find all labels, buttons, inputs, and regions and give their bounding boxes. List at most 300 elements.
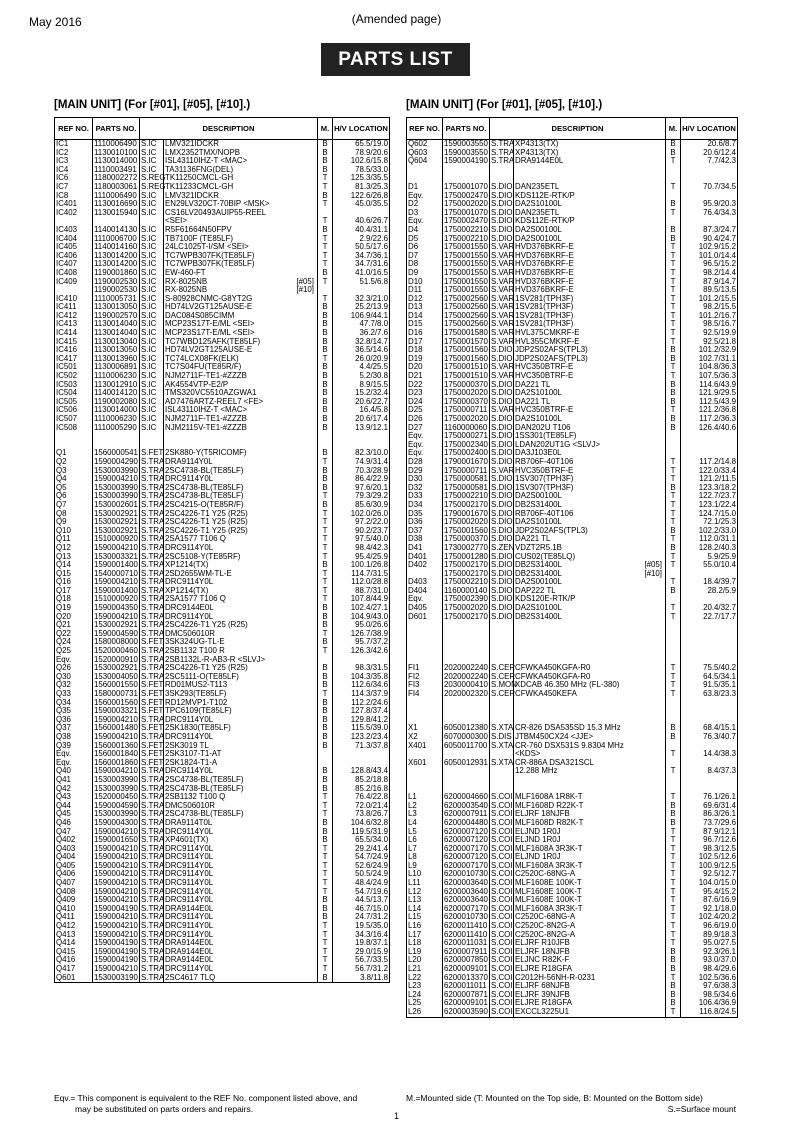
ref-no: L26 bbox=[407, 1008, 443, 1017]
parts-no: 6200004480 bbox=[444, 817, 488, 827]
part-type: S.FET bbox=[141, 706, 164, 716]
parts-no: 1750002210 bbox=[444, 491, 488, 501]
part-type: S.ZEN bbox=[491, 542, 515, 552]
description: XP4313(TX) bbox=[515, 139, 559, 148]
ref-no bbox=[407, 638, 443, 647]
hv-location: 56.7/33.5 bbox=[333, 956, 390, 965]
parts-no: 1530003190 bbox=[94, 972, 138, 982]
mounted-side: T bbox=[666, 372, 681, 381]
parts-no: 1590004210 bbox=[94, 542, 138, 552]
parts-no: 1750000711 bbox=[443, 406, 490, 415]
description: TC7WPB307FK(TE85LF) bbox=[165, 259, 255, 269]
description: 2SC4215-O(TE85R/F) bbox=[165, 499, 244, 509]
parts-no: 6200007170 bbox=[444, 860, 488, 870]
part-type: S.CER bbox=[491, 671, 516, 681]
part-type: S.IC bbox=[140, 320, 164, 329]
parts-no: 1750002020 bbox=[444, 199, 488, 209]
ref-no: D34 bbox=[407, 501, 443, 510]
hv-location: 102.4/20.2 bbox=[681, 913, 738, 922]
ref-no: D14 bbox=[407, 312, 443, 321]
ref-no: D403 bbox=[407, 578, 443, 587]
parts-no: 1590004210 bbox=[94, 912, 138, 922]
part-type: S.DIO bbox=[491, 517, 513, 527]
parts-no: 1750000581 bbox=[444, 482, 488, 492]
hv-location: 76.4/22.8 bbox=[333, 793, 390, 802]
mounted-side: T bbox=[318, 243, 333, 252]
parts-no: 1590004590 bbox=[94, 628, 138, 638]
ref-no: D25 bbox=[407, 406, 443, 415]
description: DRC9114Y0L bbox=[165, 929, 214, 939]
description: DRC9114Y0L bbox=[165, 577, 214, 587]
mounted-side: B bbox=[318, 604, 333, 613]
ref-no: IC505 bbox=[55, 398, 93, 407]
ref-no: IC409 bbox=[55, 278, 93, 287]
description: 1SV307(TPH3F) bbox=[515, 474, 574, 484]
ref-no: Q604 bbox=[407, 157, 443, 166]
description: 2SD2655WM-TL-E bbox=[165, 568, 232, 578]
mounted-side: T bbox=[666, 939, 681, 948]
hv-location: 24.7/31.2 bbox=[333, 913, 390, 922]
ref-no: D38 bbox=[407, 535, 443, 544]
ref-no: Q1 bbox=[55, 449, 93, 458]
part-type: S.COI bbox=[491, 972, 513, 982]
mounted-side: T bbox=[666, 406, 681, 415]
mounted-side: B bbox=[318, 673, 333, 682]
ref-no: IC1 bbox=[55, 140, 93, 149]
part-type: S.DIO bbox=[491, 603, 513, 613]
hv-location: 72.0/21.4 bbox=[333, 802, 390, 811]
part-type: S.IC bbox=[140, 355, 164, 364]
description-cell bbox=[514, 699, 666, 708]
parts-no: 6200007911 bbox=[443, 948, 490, 957]
part-type: S.TRA bbox=[141, 508, 165, 518]
hv-location: 40.6/26.7 bbox=[333, 217, 390, 226]
mounted-side: T bbox=[666, 209, 681, 218]
mounted-side: T bbox=[318, 862, 333, 871]
part-type: S.COI bbox=[491, 817, 513, 827]
mounted-side: T bbox=[666, 853, 681, 862]
ref-no: X401 bbox=[407, 742, 443, 751]
mounted-side: B bbox=[318, 742, 333, 751]
part-type: S.COI bbox=[491, 981, 513, 991]
description: DRC9114Y0L bbox=[165, 869, 214, 879]
description: TK11233CMCL-GH bbox=[165, 181, 234, 191]
parts-no: 6070000300 bbox=[444, 731, 488, 741]
part-type: S.IC bbox=[140, 398, 164, 407]
mounted-side: B bbox=[318, 819, 333, 828]
hv-location: 101.2/15.5 bbox=[681, 295, 738, 304]
parts-no: 1750001570 bbox=[444, 336, 488, 346]
hv-location: 44.5/13.7 bbox=[333, 896, 390, 905]
description: 2SC4738-BL(TE85LF) bbox=[165, 482, 244, 492]
parts-no: 1590004190 bbox=[94, 946, 138, 956]
table-row bbox=[407, 742, 738, 751]
hv-location: 104.8/36.3 bbox=[681, 363, 738, 372]
mounted-side: T bbox=[666, 673, 681, 682]
description: VDZT2R5.1B bbox=[515, 542, 562, 552]
part-type: S.COI bbox=[491, 1006, 513, 1016]
part-type: S.COI bbox=[491, 989, 513, 999]
description: DA2S10100L bbox=[515, 603, 562, 613]
col-description: DESCRIPTION bbox=[140, 118, 318, 140]
parts-no: 1530003990 bbox=[94, 465, 138, 475]
parts-no: 1110006700 bbox=[93, 235, 140, 244]
parts-no: 1190002530 bbox=[93, 286, 140, 295]
description: TMS320VC5510AZGWA1 bbox=[165, 388, 257, 398]
parts-no: 1110006490 bbox=[93, 140, 140, 149]
parts-no bbox=[443, 638, 490, 647]
ref-no: Q2 bbox=[55, 458, 93, 467]
parts-no: 1590004210 bbox=[94, 826, 138, 836]
description: HVD376BKRF-E bbox=[515, 276, 574, 286]
mounted-side: T bbox=[666, 862, 681, 871]
ref-no: L6 bbox=[407, 836, 443, 845]
part-type: S.COI bbox=[491, 869, 513, 879]
hv-location: 101.0/14.4 bbox=[681, 252, 738, 261]
ref-no: Q25 bbox=[55, 647, 93, 656]
hv-location bbox=[333, 750, 390, 759]
part-type bbox=[490, 630, 514, 639]
hv-location: 7.7/42.3 bbox=[681, 157, 738, 166]
ref-no: Eqv. bbox=[407, 595, 443, 604]
description: TC74LCX08FK(ELK) bbox=[165, 353, 239, 363]
part-type: S.TRA bbox=[141, 585, 165, 595]
hv-location: 119.5/31.9 bbox=[333, 828, 390, 837]
parts-no: 1530003321 bbox=[94, 551, 138, 561]
part-type: S.COI bbox=[491, 929, 513, 939]
hv-location: 86.3/26.1 bbox=[681, 810, 738, 819]
ref-no: IC412 bbox=[55, 312, 93, 321]
hv-location: 34.7/31.6 bbox=[333, 260, 390, 269]
mounted-side: T bbox=[318, 931, 333, 940]
part-type: S.COI bbox=[491, 826, 513, 836]
description-cell bbox=[164, 432, 318, 441]
mounted-side: B bbox=[318, 707, 333, 716]
ref-no: Q408 bbox=[55, 888, 93, 897]
description: LDAN202UT1G <SLVJ> bbox=[515, 439, 600, 449]
description: DRC9114Y0L bbox=[165, 964, 214, 973]
description: CS16LV20493AUIP55-REEL bbox=[165, 207, 267, 217]
description: 3SK293(TE85LF) bbox=[165, 689, 227, 698]
description: EN29LV320CT-70BIP <MSK> bbox=[165, 199, 270, 209]
ref-no: Q35 bbox=[55, 707, 93, 716]
parts-no: 1750001560 bbox=[444, 353, 488, 363]
hv-location: 41.0/16.5 bbox=[333, 269, 390, 278]
mounted-side: T bbox=[666, 303, 681, 312]
mounted-side: T bbox=[318, 578, 333, 587]
hv-location: 68.4/15.1 bbox=[681, 724, 738, 733]
hv-location: 4.4/25.5 bbox=[333, 363, 390, 372]
mounted-side: T bbox=[318, 458, 333, 467]
page-number: 1 bbox=[393, 1111, 399, 1121]
header-date: May 2016 bbox=[29, 15, 82, 29]
part-type: S.DIO bbox=[491, 224, 513, 234]
hv-location: 96.6/19.0 bbox=[681, 922, 738, 931]
parts-no: 6200003640 bbox=[444, 886, 488, 896]
mounted-side: T bbox=[318, 174, 333, 183]
description: HD74LV2GT125AUSE-E bbox=[165, 345, 253, 355]
description: MLF1608A 3R3K-T bbox=[515, 843, 583, 853]
part-type: S.DIO bbox=[491, 414, 513, 423]
parts-no: 1750002210 bbox=[444, 224, 488, 234]
parts-no: 1590001400 bbox=[94, 560, 138, 570]
part-type: S.IC bbox=[140, 243, 164, 252]
parts-no: 1110005290 bbox=[93, 424, 140, 433]
part-type: S.COI bbox=[491, 852, 513, 862]
hv-location: 28.2/5.9 bbox=[681, 587, 738, 596]
description: HVD376BKRF-E bbox=[515, 250, 574, 260]
hv-location: 78.9/20.6 bbox=[333, 149, 390, 158]
description: JDP2S02AFS(TPL3) bbox=[515, 525, 588, 535]
hv-location bbox=[681, 699, 738, 708]
hv-location: 92.1/18.0 bbox=[681, 905, 738, 914]
description: 24LC1025T-I/SM <SEI> bbox=[165, 242, 249, 252]
parts-no: 1750001550 bbox=[444, 259, 488, 269]
col-hv-location: H/V LOCATION bbox=[681, 118, 738, 140]
hv-location: 3.8/11.8 bbox=[333, 974, 390, 983]
parts-no: 1590003321 bbox=[94, 706, 138, 716]
hv-location: 122.6/26.8 bbox=[333, 192, 390, 201]
footnote-mounted-line1: M.=Mounted side (T: Mounted on the Top side, B: Mounted on the Bottom side) bbox=[406, 1093, 703, 1103]
mounted-side: T bbox=[666, 561, 681, 570]
ref-no: Q403 bbox=[55, 845, 93, 854]
hv-location bbox=[681, 638, 738, 647]
description: ELJND 1R0J bbox=[515, 852, 561, 862]
parts-no: 1530003990 bbox=[94, 491, 138, 501]
part-type: S.DIO bbox=[491, 216, 513, 226]
ref-no: Q4 bbox=[55, 475, 93, 484]
mounted-side bbox=[666, 699, 681, 708]
table-header bbox=[55, 118, 390, 140]
part-type: S.TRA bbox=[141, 465, 165, 475]
ref-no: IC6 bbox=[55, 174, 93, 183]
mounted-side bbox=[666, 166, 681, 175]
description: DRC9114Y0L bbox=[165, 766, 214, 776]
mounted-side: T bbox=[318, 870, 333, 879]
hv-location: 128.2/40.3 bbox=[681, 544, 738, 553]
part-type: S.DIO bbox=[491, 207, 513, 217]
parts-table-right bbox=[406, 117, 738, 1018]
part-type: S.TRA bbox=[141, 826, 165, 836]
ref-no: IC2 bbox=[55, 149, 93, 158]
table-row bbox=[55, 209, 390, 218]
mounted-side: B bbox=[318, 338, 333, 347]
hv-location: 73.8/26.7 bbox=[333, 810, 390, 819]
hv-location: 102.4/27.1 bbox=[333, 604, 390, 613]
mounted-side: B bbox=[666, 398, 681, 407]
hv-location: 8.4/37.3 bbox=[681, 767, 738, 776]
part-type: S.VAR bbox=[491, 293, 515, 303]
parts-no: 2020002240 bbox=[444, 663, 488, 673]
part-type: S.COI bbox=[491, 912, 513, 922]
mounted-side: T bbox=[318, 527, 333, 536]
hv-location: 104.6/32.8 bbox=[333, 819, 390, 828]
description: DRC9114Y0L bbox=[165, 912, 214, 922]
hv-location: 20.6/8.7 bbox=[681, 140, 738, 149]
description: DRA9114Y0L bbox=[165, 456, 213, 466]
description: C2520C-8N2G-A bbox=[515, 929, 576, 939]
part-type: S.VAR bbox=[491, 250, 515, 260]
hv-location: 15.2/32.4 bbox=[333, 389, 390, 398]
description: KDS112E-RTK/P bbox=[515, 190, 575, 200]
parts-no: 1750000370 bbox=[444, 396, 488, 406]
ref-no: L13 bbox=[407, 896, 443, 905]
ref-no: Q406 bbox=[55, 870, 93, 879]
table-row bbox=[407, 707, 738, 716]
hv-location: 56.7/31.2 bbox=[333, 965, 390, 974]
ref-no: IC411 bbox=[55, 303, 93, 312]
parts-no: 1750002560 bbox=[444, 310, 488, 320]
hv-location: 26.0/20.9 bbox=[333, 355, 390, 364]
part-type: S.TRA bbox=[141, 852, 165, 862]
mounted-side: B bbox=[318, 905, 333, 914]
ref-no: Q39 bbox=[55, 742, 93, 751]
part-type: S.TRA bbox=[141, 929, 165, 939]
description: CFWKA450KGFA-R0 bbox=[515, 663, 591, 673]
hv-location: 79.3/29.2 bbox=[333, 492, 390, 501]
mounted-side bbox=[318, 432, 333, 441]
parts-no: 1590004190 bbox=[94, 938, 138, 948]
parts-no: 1750001580 bbox=[444, 328, 488, 338]
mounted-side bbox=[666, 630, 681, 639]
ref-no: Eqv. bbox=[55, 656, 93, 665]
parts-no: 1130013050 bbox=[93, 346, 140, 355]
ref-no: Q19 bbox=[55, 604, 93, 613]
mounted-side: B bbox=[666, 484, 681, 493]
part-type: S.TRA bbox=[141, 611, 165, 621]
hv-location: 55.0/10.4 bbox=[681, 561, 738, 570]
parts-no: 6200007850 bbox=[444, 955, 488, 965]
part-type: S.IC bbox=[140, 312, 164, 321]
mounted-side: T bbox=[318, 879, 333, 888]
description: XDCAB 46.350 MHz (FL-380) bbox=[515, 680, 620, 690]
description: 2SK1824-T1-A bbox=[165, 757, 218, 767]
mounted-side: T bbox=[666, 578, 681, 587]
mounted-side: B bbox=[318, 733, 333, 742]
ref-no: Q17 bbox=[55, 587, 93, 596]
ref-no: Q43 bbox=[55, 793, 93, 802]
hv-location bbox=[681, 166, 738, 175]
mounted-side: B bbox=[318, 449, 333, 458]
parts-no: 1750001510 bbox=[444, 371, 488, 381]
mounted-side: B bbox=[666, 819, 681, 828]
mounted-side: B bbox=[318, 475, 333, 484]
mounted-side: T bbox=[666, 1008, 681, 1017]
parts-no: 1750002020 bbox=[444, 388, 488, 398]
description-cell bbox=[514, 166, 666, 175]
parts-no: 1750002020 bbox=[444, 517, 488, 527]
hv-location: 76.1/26.1 bbox=[681, 793, 738, 802]
description: MLF1608A 1R8K-T bbox=[515, 792, 583, 802]
description-cell bbox=[514, 1008, 666, 1017]
right-unit-title: [MAIN UNIT] (For [#01], [#05], [#10].) bbox=[406, 99, 603, 111]
hv-location: 8.9/15.5 bbox=[333, 381, 390, 390]
mounted-side: B bbox=[318, 415, 333, 424]
parts-no: 1750001550 bbox=[444, 267, 488, 277]
parts-no: 1110006230 bbox=[93, 372, 140, 381]
parts-no: 1750002170 bbox=[444, 560, 488, 570]
part-type: S.TRA bbox=[141, 551, 165, 561]
mounted-side: B bbox=[666, 149, 681, 158]
part-type: S.VAR bbox=[491, 242, 515, 252]
part-type: S.DIO bbox=[491, 199, 513, 209]
part-type: S.TRA bbox=[141, 783, 165, 793]
mounted-side: T bbox=[318, 587, 333, 596]
mounted-side: T bbox=[666, 793, 681, 802]
mounted-side bbox=[666, 647, 681, 656]
parts-no: 6200003640 bbox=[444, 878, 488, 888]
part-type: S.IC bbox=[140, 260, 164, 269]
part-type: S.DIO bbox=[491, 353, 513, 363]
description: CR-760 DSX531S 9.8304 MHz bbox=[515, 740, 624, 750]
mounted-side: B bbox=[666, 587, 681, 596]
description: <KDS> bbox=[515, 749, 541, 759]
hv-location: 102.5/12.6 bbox=[681, 853, 738, 862]
parts-no: 1750000581 bbox=[444, 474, 488, 484]
mounted-side: T bbox=[666, 613, 681, 622]
ref-no: Q38 bbox=[55, 733, 93, 742]
description: DMC506010R bbox=[165, 800, 215, 810]
hv-location: 97.6/38.3 bbox=[681, 982, 738, 991]
hv-location: 85.6/30.9 bbox=[333, 501, 390, 510]
ref-no bbox=[407, 166, 443, 175]
parts-no: 1750001070 bbox=[444, 181, 488, 191]
ref-no: D405 bbox=[407, 604, 443, 613]
ref-no: Q7 bbox=[55, 501, 93, 510]
parts-no: 1590004210 bbox=[94, 886, 138, 896]
hv-location bbox=[681, 621, 738, 630]
part-type: S.IC bbox=[140, 346, 164, 355]
description: TC7S04FU(TE85R/F) bbox=[165, 362, 242, 372]
part-type: S.COI bbox=[491, 860, 513, 870]
ref-no: D2 bbox=[407, 200, 443, 209]
part-type: S.COI bbox=[491, 843, 513, 853]
parts-no: 1750002400 bbox=[444, 448, 488, 458]
ref-no: IC8 bbox=[55, 192, 93, 201]
ref-no: IC415 bbox=[55, 338, 93, 347]
parts-no: 1190001860 bbox=[93, 269, 140, 278]
table-row bbox=[407, 630, 738, 639]
mounted-side: T bbox=[666, 252, 681, 261]
parts-no: 1590004210 bbox=[94, 964, 138, 973]
hv-location: 88.7/31.0 bbox=[333, 587, 390, 596]
mounted-side: T bbox=[666, 363, 681, 372]
ref-no bbox=[407, 621, 443, 630]
description: TA31136FNG(DEL) bbox=[165, 164, 234, 174]
description: 2SB1132 T100 R bbox=[165, 646, 225, 656]
description-cell bbox=[514, 647, 666, 656]
parts-no: 1750000271 bbox=[444, 431, 488, 441]
part-type: S.DIO bbox=[491, 439, 513, 449]
part-type bbox=[490, 621, 514, 630]
description-cell bbox=[514, 638, 666, 647]
hv-location: 102.2/33.0 bbox=[681, 527, 738, 536]
part-type: S.FET bbox=[141, 740, 164, 750]
mounted-side: B bbox=[666, 991, 681, 1000]
parts-no: 1590004300 bbox=[94, 817, 138, 827]
parts-no: 1160000140 bbox=[443, 587, 490, 596]
hv-location: 20.6/17.4 bbox=[333, 415, 390, 424]
part-type: S.DIO bbox=[491, 577, 513, 587]
ref-no: Q12 bbox=[55, 544, 93, 553]
ref-no: Q16 bbox=[55, 578, 93, 587]
parts-no: 6200011011 bbox=[443, 982, 490, 991]
hv-location: 97.2/22.0 bbox=[333, 518, 390, 527]
description-cell bbox=[514, 767, 666, 776]
ref-no: IC503 bbox=[55, 381, 93, 390]
hv-location: 114.3/37.9 bbox=[333, 690, 390, 699]
part-type: S.DIO bbox=[491, 379, 513, 389]
